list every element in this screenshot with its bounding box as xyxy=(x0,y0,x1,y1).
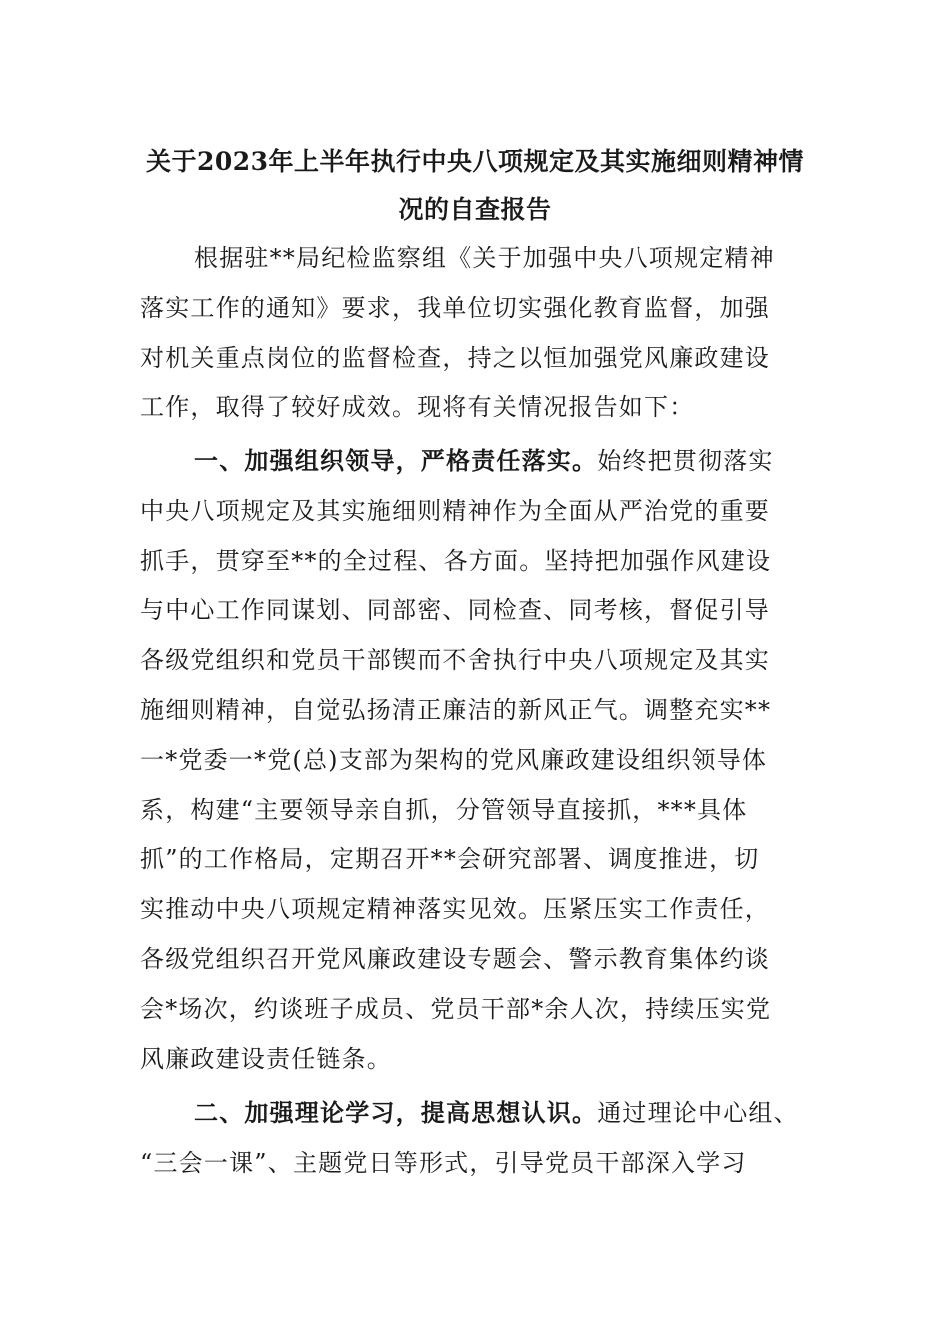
title-line-1: 关于2023年上半年执行中央八项规定及其实施细则精神情 xyxy=(145,147,805,176)
paragraph-line: 一*党委一*党(总)支部为架构的党风廉政建设组织领导体 xyxy=(140,745,768,774)
paragraph-line: 抓”的工作格局，定期召开**会研究部署、调度推进，切 xyxy=(140,845,760,874)
paragraph-line: 风廉政建设责任链条。 xyxy=(140,1044,392,1073)
paragraph-line: 落实工作的通知》要求，我单位切实强化教育监督，加强 xyxy=(140,293,770,322)
paragraph-line xyxy=(140,1088,800,1139)
section-2-first-line-text: 通过理论中心组、 xyxy=(597,1099,799,1127)
section-2-heading: 二、加强理论学习，提高思想认识。 xyxy=(194,1098,598,1127)
paragraph-line: 根据驻**局纪检监察组《关于加强中央八项规定精神 xyxy=(194,244,775,272)
paragraph-line: 与中心工作同谋划、同部密、同检查、同考核，督促引导 xyxy=(140,596,770,625)
section-2-paragraph xyxy=(140,1088,800,1189)
document-title xyxy=(140,138,810,234)
paragraph-line: 施细则精神，自觉弘扬清正廉洁的新风正气。调整充实** xyxy=(140,695,772,724)
intro-paragraph xyxy=(140,234,800,433)
paragraph-line: 各级党组织和党员干部锲而不舍执行中央八项规定及其实 xyxy=(140,646,770,675)
paragraph-line xyxy=(140,436,800,487)
paragraph-line: 中央八项规定及其实施细则精神作为全面从严治党的重要 xyxy=(140,496,770,525)
section-1-heading: 一、加强组织领导，严格责任落实。 xyxy=(194,446,598,475)
paragraph-line: 系，构建“主要领导亲自抓，分管领导直接抓，***具体 xyxy=(140,795,748,824)
paragraph-line: 实推动中央八项规定精神落实见效。压紧压实工作责任， xyxy=(140,895,770,924)
paragraph-line: 工作，取得了较好成效。现将有关情况报告如下： xyxy=(140,393,695,422)
paragraph-line: “三会一课”、主题党日等形式，引导党员干部深入学习 xyxy=(140,1148,747,1177)
paragraph-line: 各级党组织召开党风廉政建设专题会、警示教育集体约谈 xyxy=(140,944,770,973)
paragraph-line: 会*场次，约谈班子成员、党员干部*余人次，持续压实党 xyxy=(140,994,772,1023)
section-1-first-line-text: 始终把贯彻落实 xyxy=(597,447,774,475)
title-line-2: 况的自查报告 xyxy=(398,195,552,224)
section-1-paragraph xyxy=(140,436,800,1084)
paragraph-line: 抓手，贯穿至**的全过程、各方面。坚持把加强作风建设 xyxy=(140,546,772,575)
paragraph-line: 对机关重点岗位的监督检查，持之以恒加强党风廉政建设 xyxy=(140,343,770,372)
